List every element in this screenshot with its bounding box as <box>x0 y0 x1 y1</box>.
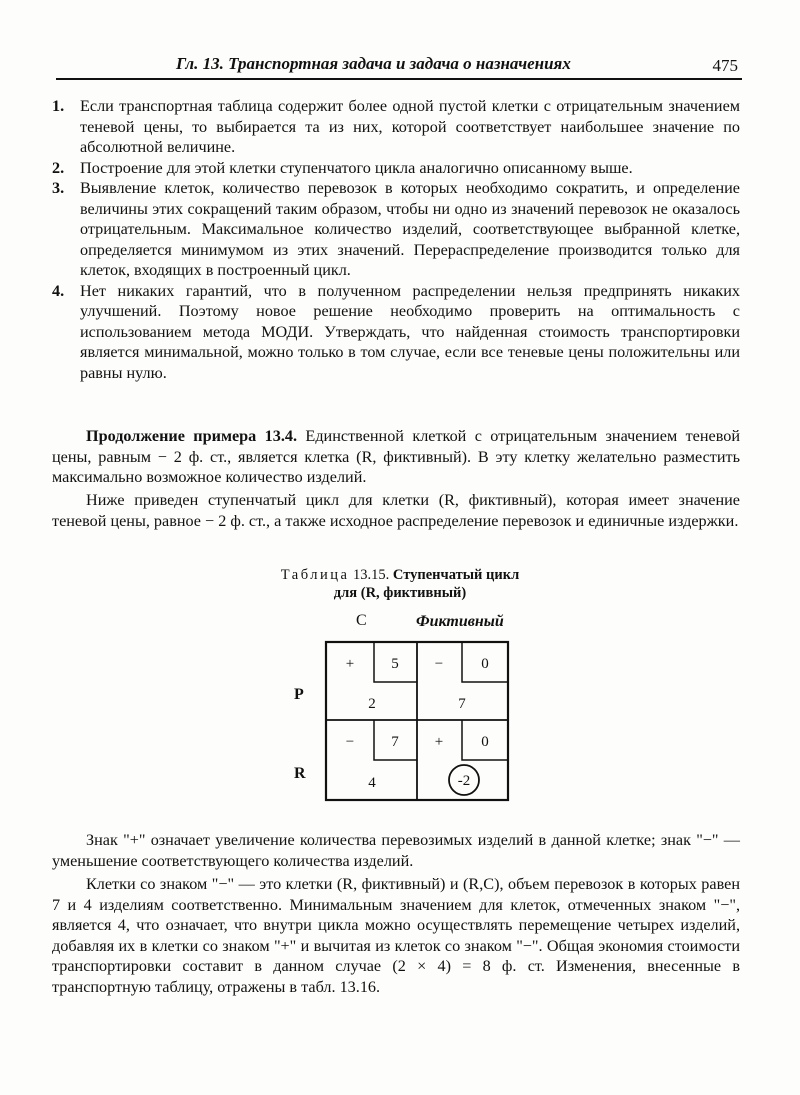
algorithm-steps <box>52 96 740 383</box>
list-item-text: Если транспортная таблица содержит более одной пустой клетки с отрицательным значением теневой цены, то выбирается та из них, которой соответствует наибольшее значение по абсолютной величине. <box>80 97 740 156</box>
page-number: 475 <box>712 56 738 75</box>
list-item-text: Построение для этой клетки ступенчатого цикла аналогично описанному выше. <box>80 158 633 177</box>
continuation-text: Единственной клеткой с отрицательным значением теневой цены, равным − 2 ф. ст., является клетка (R, фиктивный). В эту клетку желательно разместить максимально возможное количество изделий. <box>52 427 740 486</box>
shadow-price-value: -2 <box>457 773 471 789</box>
continuation-paragraph <box>52 426 740 488</box>
continuation-lead: Продолжение примера 13.4. <box>86 427 298 445</box>
unit-cost: 7 <box>391 734 399 750</box>
running-head <box>56 52 742 80</box>
list-item-number: 2. <box>52 158 65 177</box>
unit-cost: 5 <box>391 656 399 672</box>
list-item-number: 3. <box>52 179 65 197</box>
row-header-r: R <box>294 765 306 782</box>
list-item <box>52 281 740 384</box>
unit-cost: 0 <box>481 656 489 672</box>
list-item-text: Выявление клеток, количество перевозок в которых необходимо сократить, и определение величины этих сокращений таким образом, чтобы ни одно из значений перевозок не оказалось отрицательным. Максимальное количество изделий, соответствующее выбранной клетке, определяется минимумом из этих значений. Перераспределение производится только для клеток, входящих в построенный цикл. <box>80 179 740 279</box>
table-number: 13.15. <box>353 567 390 583</box>
cycle-sign: + <box>434 734 444 750</box>
final-paragraph: Клетки со знаком "−" — это клетки (R, фиктивный) и (R,C), объем перевозок в которых равен 7 и 4 изделиям соответственно. Минимальным значением для клеток, отмеченных знаком "−", является 4, что означает, что внутри цикла можно осуществлять перемещение четырех изделий, добавляя их в клетки со знаком "+" и вычитая из клеток со знаком "−". Общая экономия стоимости транспортировки составит в данном случае (2 × 4) = 8 ф. ст. Изменения, внесенные в транспортную таблицу, отражены в табл. 13.16. <box>52 875 740 996</box>
list-item <box>52 96 740 158</box>
cycle-sign: − <box>345 734 355 750</box>
signs-paragraph: Знак "+" означает увеличение количества перевозимых изделий в данной клетке; знак "−" — уменьшение соответствующего количества изделий. <box>52 831 740 870</box>
allocation-value: 4 <box>368 775 376 791</box>
table-label: Таблица <box>280 567 350 583</box>
table-title-line1: Ступенчатый цикл <box>392 567 520 583</box>
list-item-number: 1. <box>52 97 65 115</box>
list-item <box>52 158 740 179</box>
column-header-c: C <box>356 612 367 629</box>
transport-cycle-table <box>322 638 512 804</box>
unit-cost: 0 <box>481 734 489 750</box>
cycle-paragraph: Ниже приведен ступенчатый цикл для клетки (R, фиктивный), которая имеет значение теневой цены, равное − 2 ф. ст., а также исходное распределение перевозок и единичные издержки. <box>52 491 740 530</box>
chapter-title: Гл. 13. Транспортная задача и задача о назначениях <box>176 54 571 73</box>
list-item <box>52 178 740 281</box>
column-header-fictitious: Фиктивный <box>416 613 504 630</box>
table-caption <box>200 566 600 602</box>
table-title-line2: для (R, фиктивный) <box>333 585 467 601</box>
list-item-text: Нет никаких гарантий, что в полученном распределении нельзя предпринять никаких улучшений. Поэтому новое решение необходимо проверить на оптимальность с использованием метода МОДИ. Утверждать, что найденная стоимость транспортировки является минимальной, можно только в том случае, если все теневые цены положительны или равны нулю. <box>80 281 740 382</box>
allocation-value: 7 <box>458 696 466 712</box>
cycle-sign: + <box>345 656 355 672</box>
list-item-number: 4. <box>52 281 65 300</box>
allocation-value: 2 <box>368 696 376 712</box>
row-header-p: P <box>294 686 304 703</box>
cycle-sign: − <box>434 656 444 672</box>
